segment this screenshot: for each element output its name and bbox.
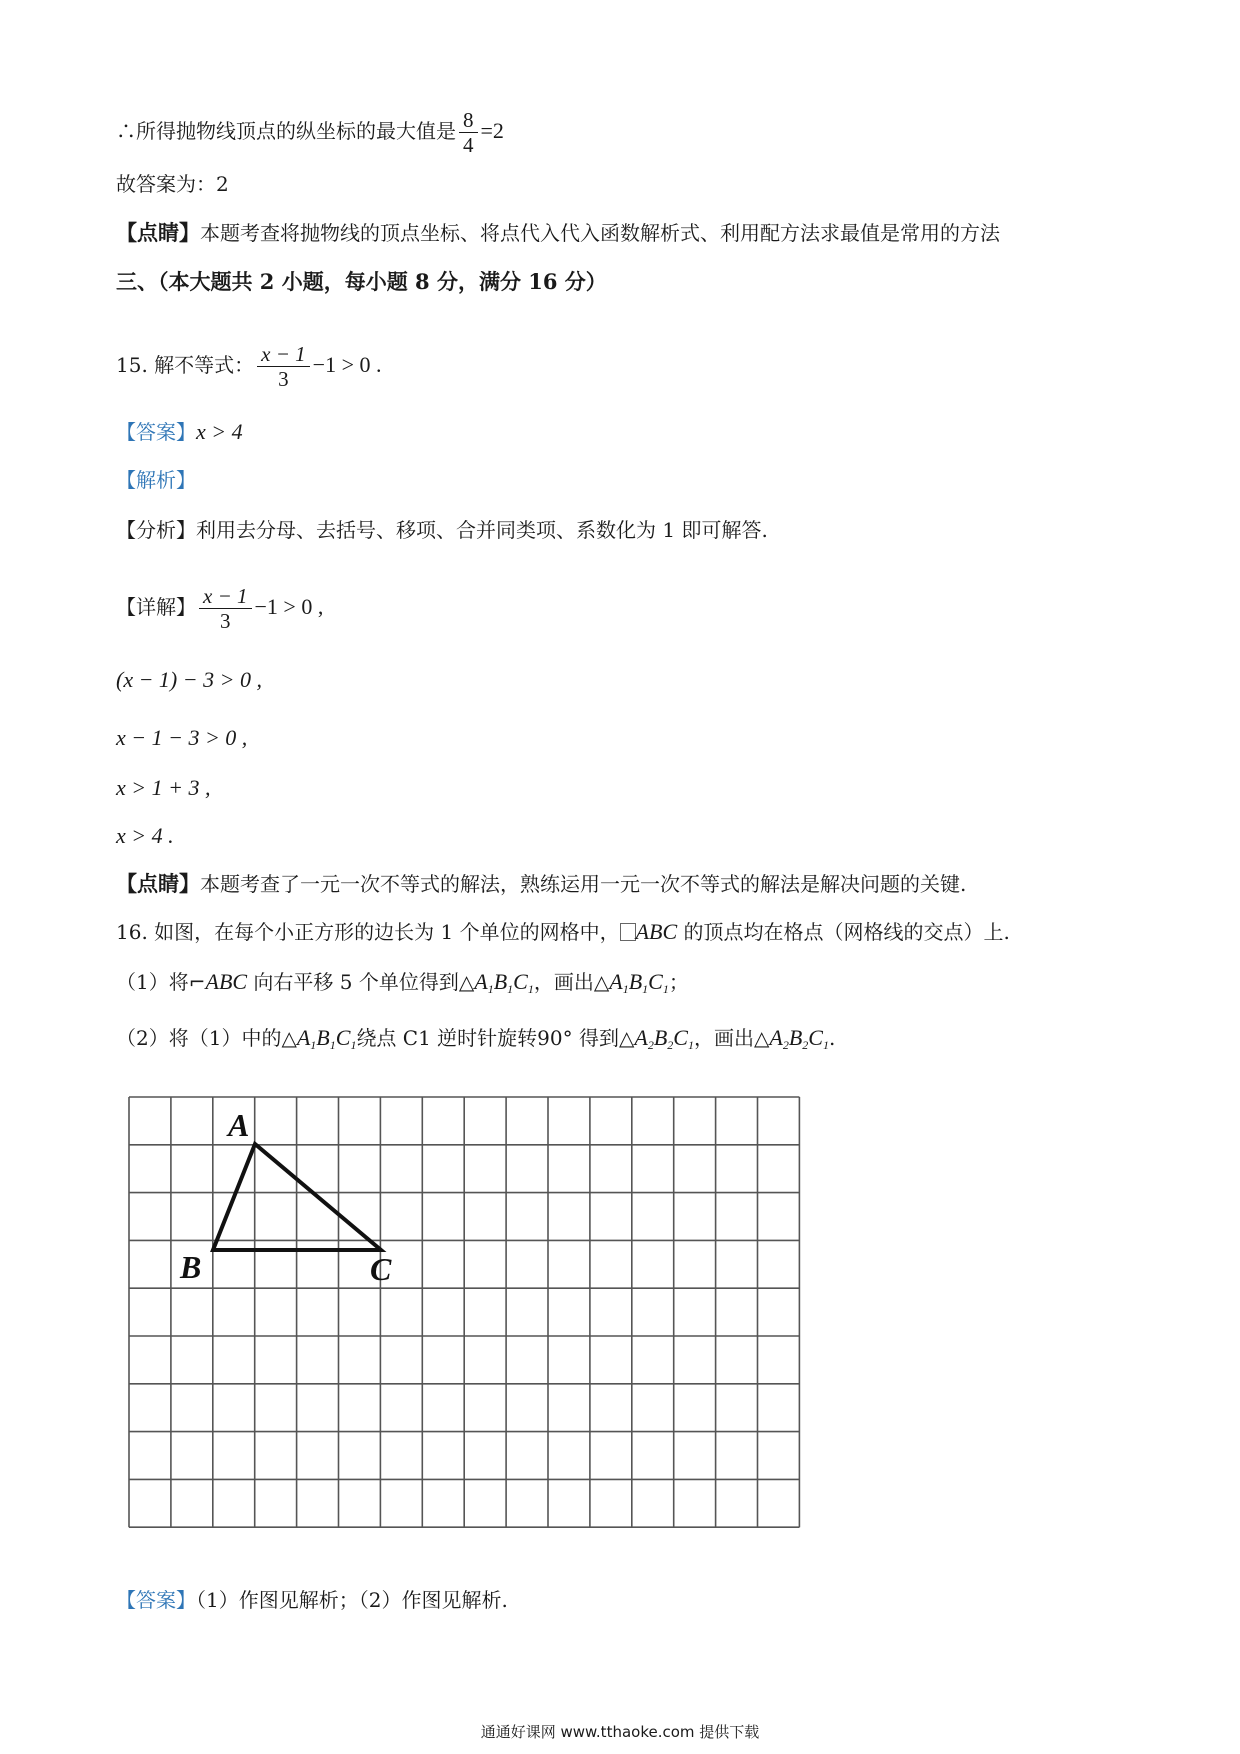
q15-inequality-tail: −1 > 0 . [312, 352, 382, 377]
answer-line: 故答案为：2 [116, 172, 229, 196]
detail-step-1: (x − 1) − 3 > 0 , [116, 667, 262, 692]
answer-16 [116, 1586, 508, 1614]
part-2-middle: 绕点 C1 逆时针旋转90° 得到△ [356, 1026, 635, 1050]
answer-tag: 【答案】 [116, 1588, 196, 1612]
part-2-middle-2: ，画出△ [693, 1026, 770, 1050]
fenxi-text: 利用去分母、去括号、移项、合并同类项、系数化为 1 即可解答. [196, 518, 768, 542]
fenxi-line [116, 516, 768, 544]
fraction-denominator: 3 [220, 609, 231, 633]
part-1-prefix: （1）将 [116, 970, 189, 994]
triangle-a2b2c1-label: $A_2B_2C_1$ [769, 1025, 829, 1052]
triangle-a1b1c1-label: $A_1B_1C_1$ [296, 1025, 357, 1052]
part-1-middle: 向右平移 5 个单位得到△ [247, 970, 475, 994]
conclusion-line [116, 108, 504, 157]
conclusion-text: ∴所得抛物线顶点的纵坐标的最大值是 [116, 119, 456, 143]
comment-tag: 【点睛】 [116, 220, 200, 245]
part-1-middle-2: ，画出△ [533, 970, 610, 994]
grid-lines [129, 1097, 799, 1527]
detail-step-3: x > 1 + 3 , [116, 775, 211, 800]
detail-step-4: x > 4 . [116, 823, 174, 848]
fraction-denominator: 3 [278, 367, 289, 391]
question-16-part-1 [116, 968, 689, 1003]
answer-15-value: x > 4 [196, 419, 243, 444]
comment-text: 本题考查了一元一次不等式的解法，熟练运用一元一次不等式的解法是解决问题的关键. [200, 872, 967, 896]
question-16-part-2 [116, 1024, 835, 1059]
detail-tag: 【详解】 [116, 595, 196, 619]
triangle-a1b1c1-label: $A_1B_1C_1$ [609, 969, 669, 996]
question-16 [116, 918, 1010, 946]
comment-tag: 【点睛】 [116, 871, 200, 896]
comment-text: 本题考查将抛物线的顶点坐标、将点代入代入函数解析式、利用配方法求最值是常用的方法 [200, 221, 1000, 245]
q15-fraction [257, 342, 310, 391]
triangle-glyph: ⌐ [188, 970, 206, 994]
detail-fraction [199, 584, 252, 633]
section-heading: 三、（本大题共 2 小题，每小题 8 分，满分 16 分） [116, 269, 607, 294]
answer-16-text: （1）作图见解析；（2）作图见解析. [196, 1588, 508, 1612]
fraction-numerator: x − 1 [257, 342, 310, 367]
triangle-a1b1c1-label: $A_1B_1C_1$ [474, 969, 534, 996]
analysis-tag: 【解析】 [116, 468, 196, 492]
question-16-prompt: 16. 如图，在每个小正方形的边长为 1 个单位的网格中， [116, 920, 620, 944]
fraction-denominator: 4 [463, 133, 474, 157]
question-15-prompt: 15. 解不等式： [116, 353, 255, 377]
fraction-8-4 [459, 108, 478, 157]
answer-tag: 【答案】 [116, 420, 196, 444]
page-footer: 通通好课网 www.tthaoke.com 提供下载 [480, 1723, 760, 1741]
comment-line [116, 219, 1000, 247]
detail-step-0-tail: −1 > 0 , [254, 594, 324, 619]
fraction-numerator: x − 1 [199, 584, 252, 609]
answer-15 [116, 418, 243, 446]
part-1-end: ； [668, 970, 689, 994]
fraction-numerator: 8 [459, 108, 478, 133]
vertex-label-a: A [228, 1107, 250, 1143]
conclusion-result: =2 [480, 118, 504, 143]
part-2-prefix: （2）将（1）中的△ [116, 1026, 297, 1050]
vertex-label-b: B [180, 1249, 202, 1285]
grid-figure [128, 1096, 808, 1536]
missing-glyph-box [620, 923, 636, 941]
detail-step-2: x − 1 − 3 > 0 , [116, 725, 248, 750]
detail-step-0 [116, 584, 323, 633]
question-16-prompt-tail: 的顶点均在格点（网格线的交点）上. [677, 920, 1010, 944]
question-15 [116, 342, 382, 391]
triangle-a2b2c1-label: $A_2B_2C_1$ [634, 1025, 694, 1052]
part-2-end: . [828, 1026, 836, 1050]
vertex-label-c: C [370, 1251, 392, 1287]
fenxi-tag: 【分析】 [116, 518, 196, 542]
triangle-abc-label: ABC [205, 969, 248, 994]
comment-line-2 [116, 870, 966, 898]
triangle-abc-label: ABC [635, 919, 678, 944]
